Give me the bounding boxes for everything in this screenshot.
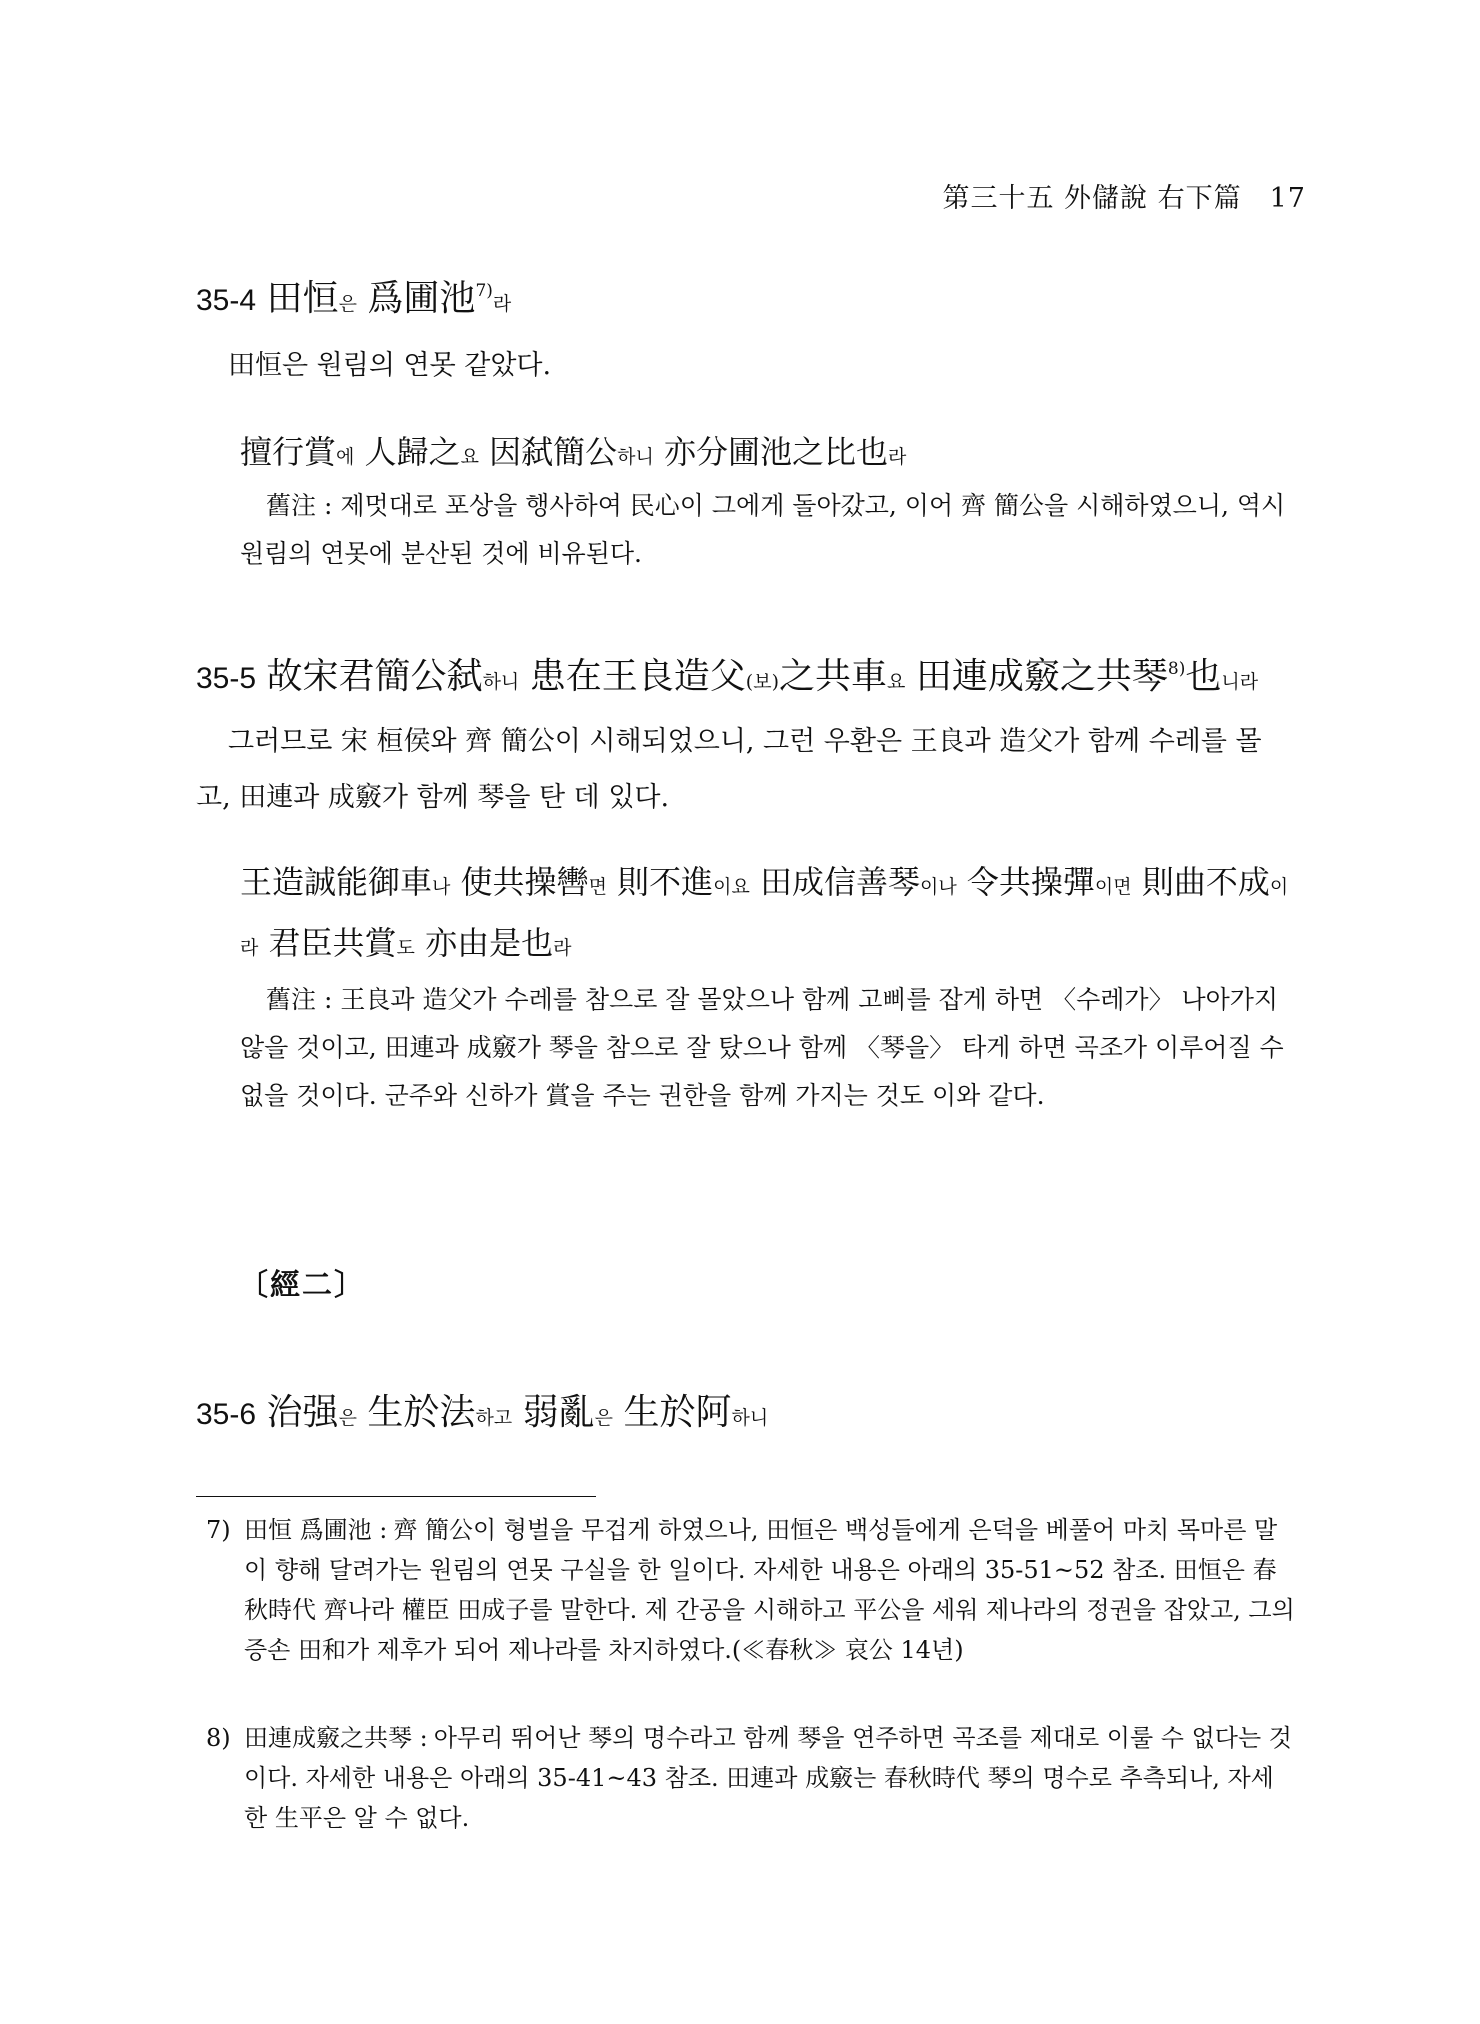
footnote-divider [196,1496,596,1497]
heading-text: 之共車 [778,656,887,697]
orig-text: 君臣共賞 [268,924,397,962]
footnote-number: 8) [206,1724,231,1752]
heading-text: 治强 [266,1392,339,1433]
footnote-text: 아무리 뛰어난 琴의 명수라고 함께 琴을 연주하면 곡조를 제대로 이룰 수 없다는 것이다. 자세한 내용은 아래의 35-41~43 참조. 田連과 成竅는 春秋時代 琴의 명수로 추측되나, 자세한 生平은 알 수 없다. [244,1724,1292,1832]
translation-35-4: 田恒은 원림의 연못 같았다. [228,350,552,381]
orig-text: 亦分圃池之比也 [664,433,889,471]
heading-text: 田連成竅之共琴 [915,656,1168,697]
footnote-body [244,1718,1296,1838]
section-number: 35-4 [196,284,257,317]
orig-particle: 에 [336,446,355,468]
heading-particle: 하고 [475,1407,513,1429]
orig-text: 人歸之 [364,433,461,471]
heading-text: 弱亂 [522,1392,595,1433]
heading-35-4 [196,270,511,321]
footnote-ref-8[interactable]: 8) [1167,659,1186,679]
orig-text: 田成信善琴 [760,863,921,901]
footnote-body [244,1510,1296,1670]
orig-particle: 이면 [1094,876,1132,898]
footnote-label: 田恒 爲圃池 : [244,1516,388,1544]
orig-particle: 요 [460,446,479,468]
orig-particle: 이나 [920,876,957,898]
heading-particle: 요 [887,671,906,693]
orig-text: 因弑簡公 [489,433,618,471]
original-35-4 [240,424,1292,485]
heading-particle: 은 [594,1407,614,1429]
original-35-5 [240,854,1292,976]
heading-text: 也 [1185,656,1222,697]
orig-particle: 라 [553,937,572,959]
orig-particle: 이요 [713,876,750,898]
running-head: 第三十五 外儲說 右下篇 17 [942,183,1306,214]
orig-particle: 도 [396,937,415,959]
heading-35-6 [196,1384,768,1435]
footnote-number: 7) [206,1516,231,1544]
heading-text: 生於阿 [623,1392,732,1433]
orig-text: 王造誠能御車 [240,863,433,901]
heading-reading: (보) [745,671,779,693]
heading-particle: 하니 [731,1407,769,1429]
section-number: 35-5 [196,662,257,695]
orig-particle: 라 [888,446,907,468]
heading-particle: 하니 [482,671,520,693]
footnote-ref-7[interactable]: 7) [475,281,493,301]
footnote-7 [206,1510,1296,1670]
orig-text: 令共操彈 [966,863,1095,901]
orig-text: 則不進 [617,863,714,901]
heading-35-5 [196,648,1258,699]
footnote-label: 田連成竅之共琴 : [244,1724,428,1752]
orig-text: 亦由是也 [425,924,554,962]
heading-text: 生於法 [367,1392,476,1433]
footnote-8 [206,1718,1296,1838]
heading-particle: 라 [492,293,512,315]
old-note-35-4: 舊注 : 제멋대로 포상을 행사하여 民心이 그에게 돌아갔고, 이어 齊 簡公을 시해하였으니, 역시 원림의 연못에 분산된 것에 비유된다. [240,491,1286,568]
orig-text: 使共操轡 [460,863,589,901]
old-note-35-5: 舊注 : 王良과 造父가 수레를 참으로 잘 몰았으나 함께 고삐를 잡게 하면 〈수레가〉 나아가지 않을 것이고, 田連과 成竅가 琴을 참으로 잘 탔으나 함께 〈琴을〉 타게 하면 곡조가 이루어질 수 없을 것이다. 군주와 신하가 賞을 주는 권한을 함께 가지는 것도 이와 같다. [240,985,1284,1110]
heading-text: 故宋君簡公弑 [266,656,483,697]
orig-particle: 나 [432,876,451,898]
orig-particle: 하니 [617,446,654,468]
footnote-text: 齊 簡公이 형벌을 무겁게 하였으나, 田恒은 백성들에게 은덕을 베풀어 마치 목마른 말이 향해 달려가는 원림의 연못 구실을 한 일이다. 자세한 내용은 아래의 35-51~52 참조. 田恒은 春秋時代 齊나라 權臣 田成子를 말한다. 제 간공을 시해하고 平公을 세워 제나라의 정권을 잡았고, 그의 증손 田和가 제후가 되어 제나라를 차지하였다.(≪春秋≫ 哀公 14년) [244,1516,1295,1664]
translation-35-5: 그러므로 宋 桓侯와 齊 簡公이 시해되었으니, 그런 우환은 王良과 造父가 함께 수레를 몰고, 田連과 成竅가 함께 琴을 탄 데 있다. [196,726,1262,813]
orig-text: 擅行賞 [240,433,337,471]
heading-particle: 은 [338,293,357,315]
section-label: 〔經二〕 [238,1268,366,1303]
orig-text: 則曲不成 [1141,863,1270,901]
heading-particle: 은 [338,1407,357,1429]
heading-text: 田恒 [266,278,339,319]
heading-particle: 니라 [1221,671,1259,693]
orig-particle: 면 [588,876,607,898]
orig-particle: 이라 [240,876,1289,959]
heading-text: 爲圃池 [367,278,476,319]
section-number: 35-6 [196,1398,257,1431]
heading-text: 患在王良造父 [529,656,746,697]
